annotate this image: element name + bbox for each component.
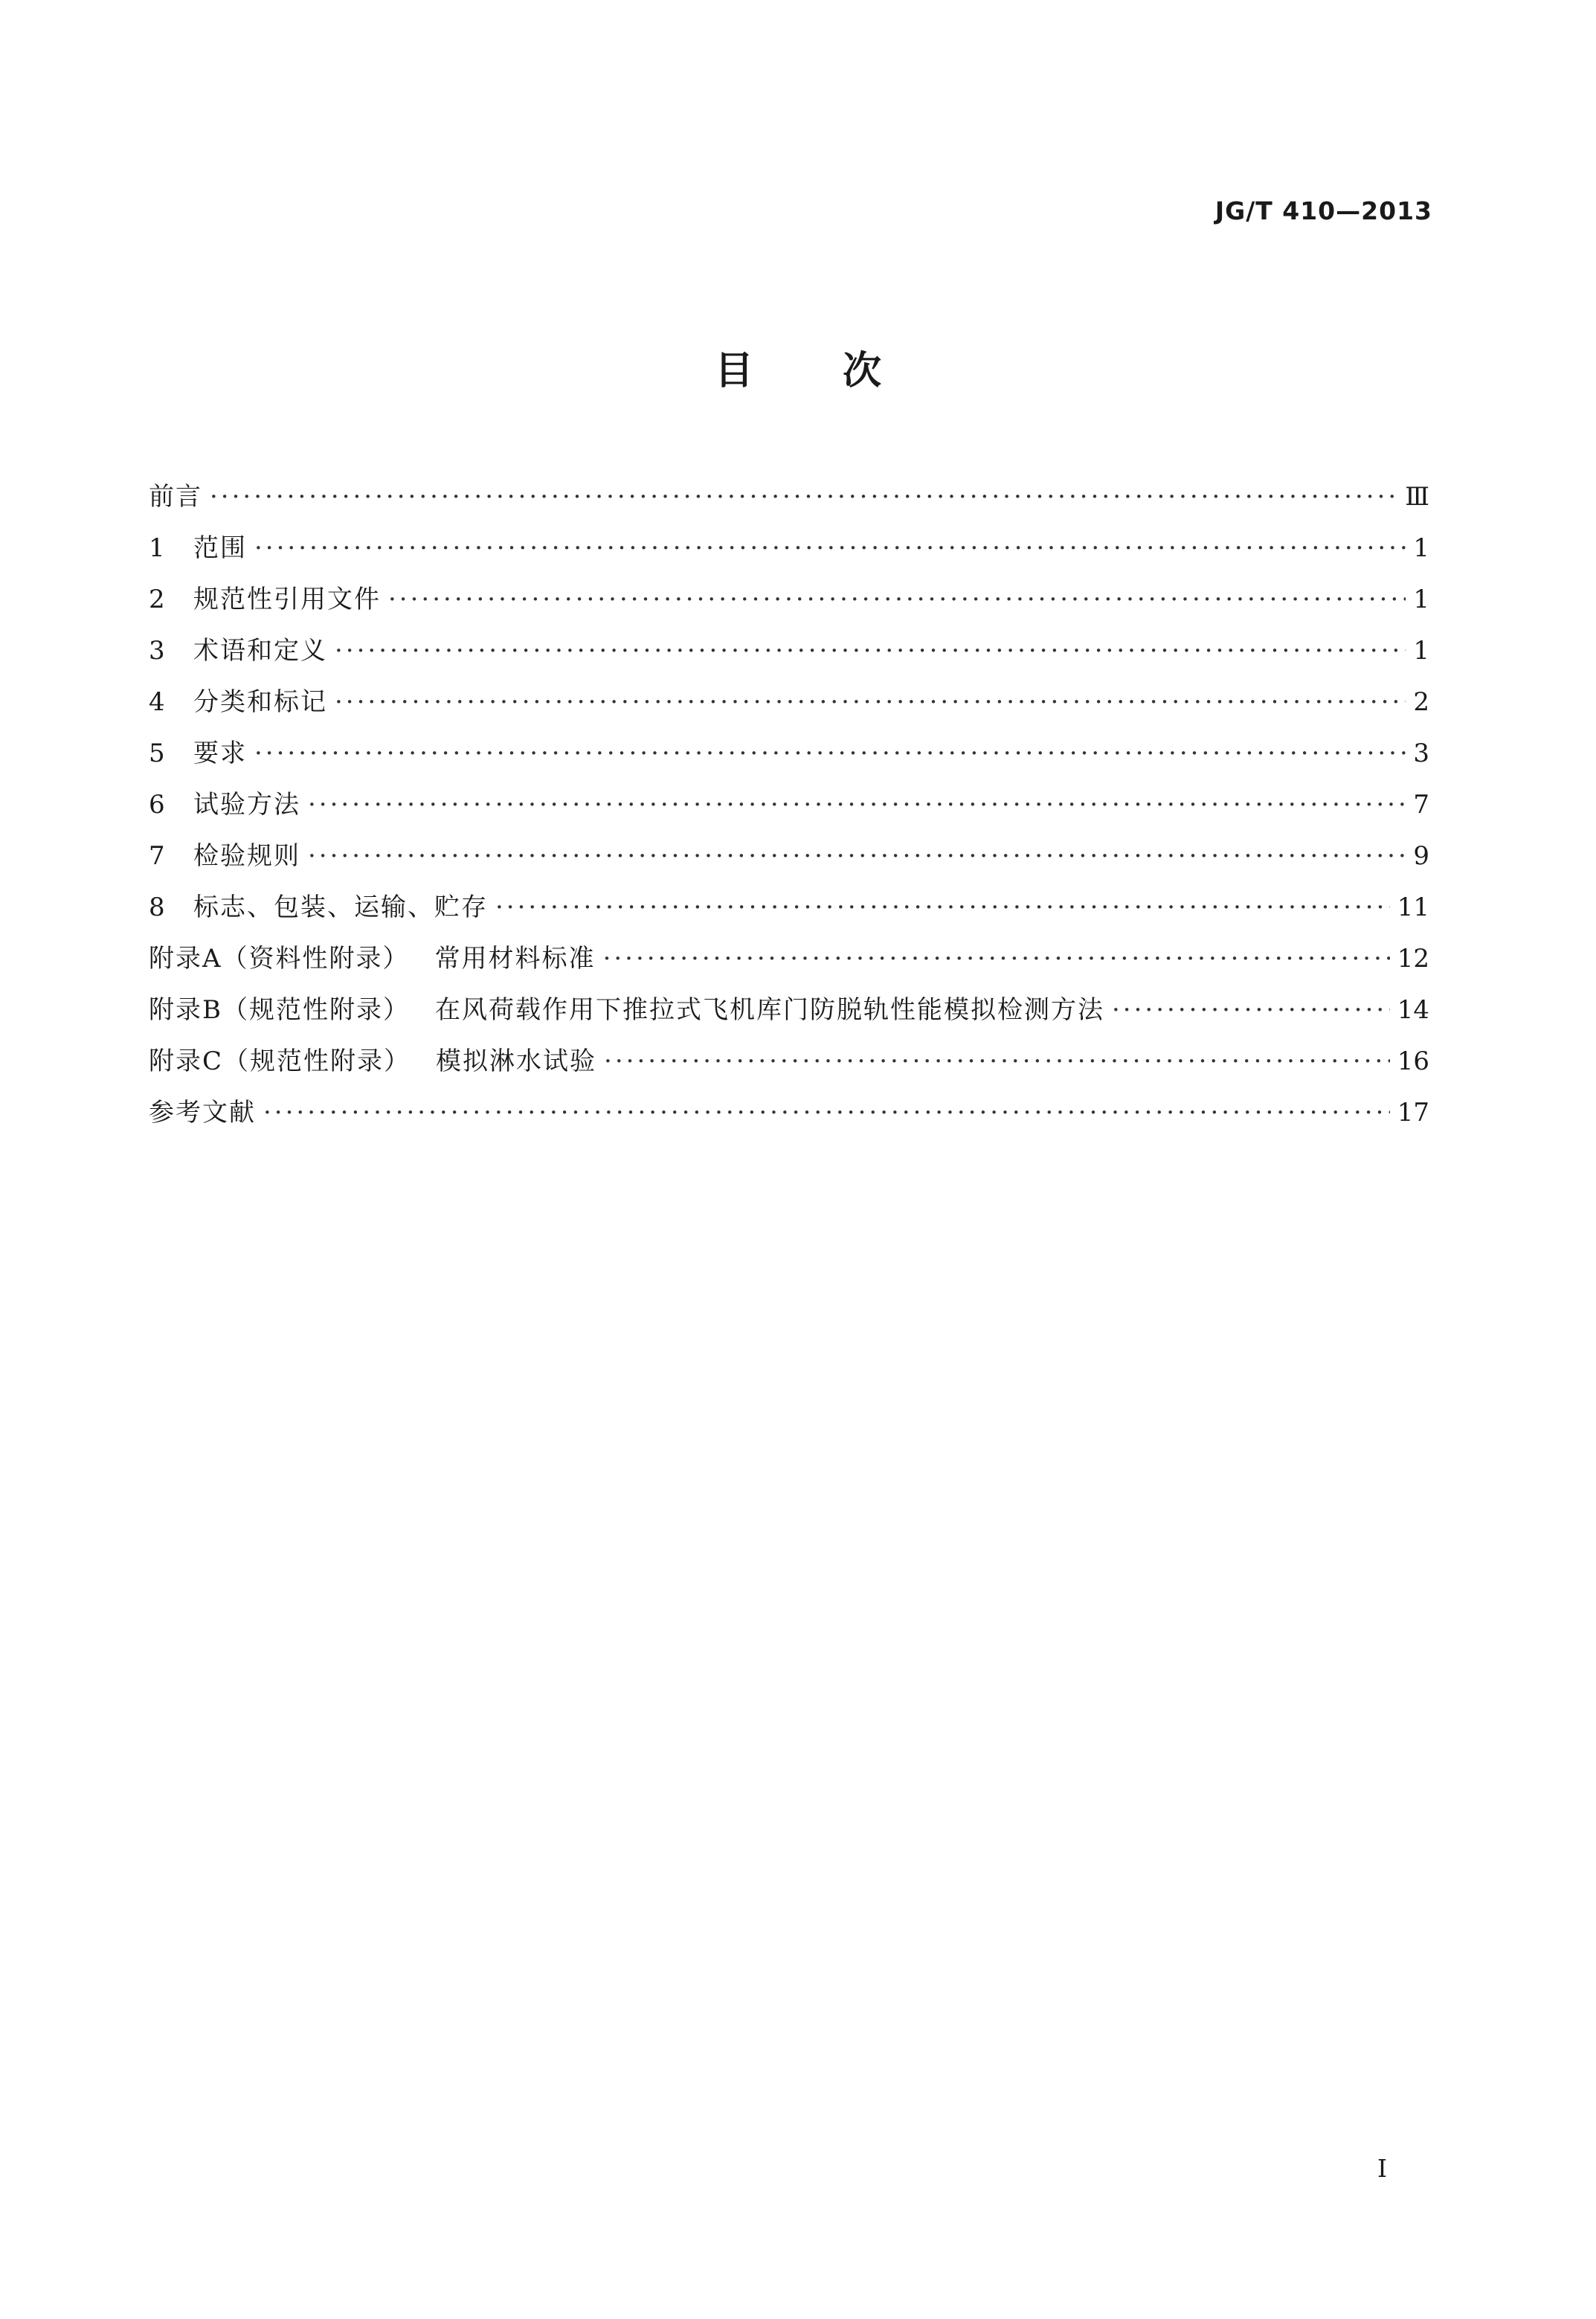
toc-entry[interactable]: [149, 831, 1429, 882]
toc-entry-subtitle-text: 模拟淋水试验: [436, 1046, 597, 1076]
toc-entry-label: 附录A（资料性附录）: [149, 944, 410, 974]
toc-entry-page: 2: [1413, 687, 1429, 717]
toc-entry[interactable]: [149, 523, 1429, 574]
toc-entry-page: 9: [1413, 841, 1429, 871]
toc-entry-label: 前言: [149, 482, 202, 512]
dot-leader: [1112, 985, 1390, 1036]
dot-leader: [388, 574, 1406, 625]
dot-leader: [308, 779, 1406, 831]
dot-leader: [210, 472, 1397, 523]
toc-entry[interactable]: [149, 472, 1429, 523]
dot-leader: [254, 728, 1406, 779]
toc-entry-page: 7: [1413, 790, 1429, 820]
toc-entry-page: 1: [1413, 636, 1429, 666]
toc-entry-annex-b[interactable]: [149, 985, 1429, 1036]
toc-entry-subtitle: [411, 1036, 596, 1087]
toc-entry-subtitle-text: 常用材料标准: [434, 944, 596, 974]
toc-entry-page: 12: [1397, 944, 1429, 974]
dot-leader: [335, 625, 1406, 677]
toc-entry-number: 5: [149, 739, 165, 768]
dot-leader: [335, 677, 1406, 728]
table-of-contents: [149, 472, 1429, 1139]
toc-entry[interactable]: [149, 882, 1429, 933]
toc-entry-page: 3: [1413, 739, 1429, 768]
standard-code: JG/T 410—2013: [1214, 196, 1432, 225]
dot-leader: [604, 1036, 1390, 1087]
toc-entry-label: 试验方法: [193, 790, 300, 820]
dot-leader: [254, 523, 1406, 574]
toc-entry-label: 要求: [193, 739, 247, 768]
toc-entry-subtitle-text: 在风荷载作用下推拉式飞机库门防脱轨性能模拟检测方法: [435, 995, 1104, 1025]
toc-entry-number: 8: [149, 892, 165, 922]
toc-entry-label: 标志、包装、运输、贮存: [193, 892, 488, 922]
toc-entry-annex-c[interactable]: [149, 1036, 1429, 1087]
toc-entry-label: 参考文献: [149, 1098, 256, 1128]
dot-leader: [308, 831, 1406, 882]
toc-entry-number: 7: [149, 841, 165, 871]
toc-entry-label: 范围: [193, 533, 247, 563]
toc-entry-label: 附录B（规范性附录）: [149, 995, 410, 1025]
toc-entry-label: 检验规则: [193, 841, 300, 871]
toc-entry-label: 术语和定义: [193, 636, 327, 666]
toc-entry-number: 4: [149, 687, 165, 717]
toc-entry-annex-a[interactable]: [149, 933, 1429, 985]
toc-entry[interactable]: [149, 574, 1429, 625]
dot-leader: [263, 1087, 1390, 1139]
toc-entry[interactable]: [149, 779, 1429, 831]
toc-entry-label: 规范性引用文件: [193, 585, 381, 614]
toc-entry-page: 11: [1397, 892, 1429, 922]
toc-entry[interactable]: [149, 728, 1429, 779]
toc-entry[interactable]: [149, 677, 1429, 728]
toc-entry-label: 分类和标记: [193, 687, 327, 717]
toc-entry-subtitle: [410, 933, 596, 985]
toc-entry-number: 6: [149, 790, 165, 820]
toc-entry-number: 1: [149, 533, 165, 563]
page-number: I: [1377, 2154, 1388, 2183]
toc-entry-label: 附录C（规范性附录）: [149, 1046, 411, 1076]
dot-leader: [495, 882, 1390, 933]
toc-entry-page: 17: [1397, 1098, 1429, 1128]
toc-entry-number: 2: [149, 585, 165, 614]
toc-entry-page: 1: [1413, 533, 1429, 563]
toc-entry-page: 14: [1397, 995, 1429, 1025]
toc-entry-subtitle: [410, 985, 1104, 1036]
toc-entry-number: 3: [149, 636, 165, 666]
toc-entry-page: Ⅲ: [1405, 482, 1429, 512]
page-title: 目次: [714, 349, 971, 393]
dot-leader: [603, 933, 1390, 985]
toc-entry-page: 16: [1397, 1046, 1429, 1076]
toc-entry[interactable]: [149, 1087, 1429, 1139]
toc-entry-page: 1: [1413, 585, 1429, 614]
toc-entry[interactable]: [149, 625, 1429, 677]
